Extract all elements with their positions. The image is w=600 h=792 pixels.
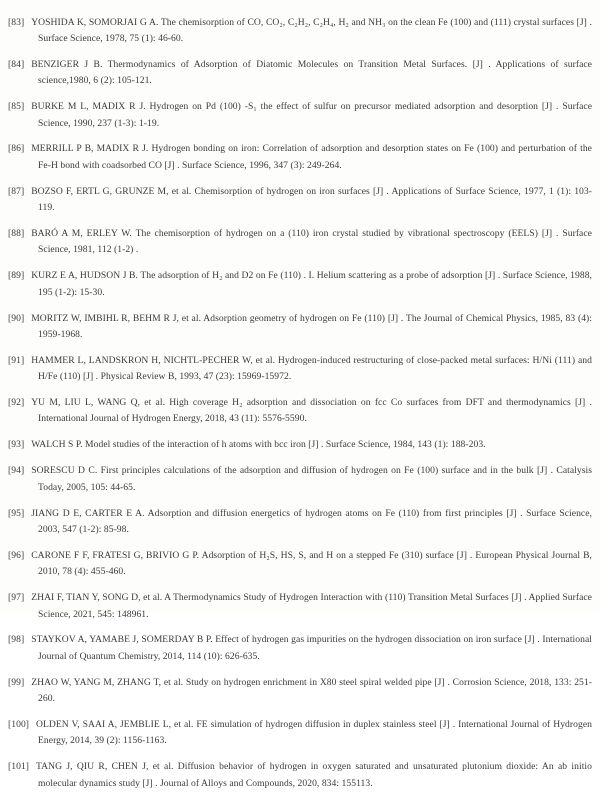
reference-number: [95] [8,507,25,519]
reference-item [8,632,592,665]
reference-number: [99] [8,676,25,688]
reference-text: STAYKOV A, YAMABE J, SOMERDAY B P. Effect of hydrogen gas impurities on the hydrogen dissociation on iron surface [J] . International Journal of Quantum Chemistry, 2014, 114 (10): 626-635. [31,634,592,662]
reference-item [8,717,592,750]
reference-item [8,463,592,496]
reference-number: [94] [8,465,25,477]
reference-number: [91] [8,354,25,366]
reference-text: JIANG D E, CARTER E A. Adsorption and diffusion energetics of hydrogen atoms on Fe (110) from first principles [J] . Surface Science, 2003, 547 (1-2): 85-98. [31,507,592,535]
reference-text: MERRILL P B, MADIX R J. Hydrogen bonding on iron: Correlation of adsorption and desorption states on Fe (100) and perturbation of the Fe-H bond with coadsorbed CO [J] . Surface Science, 1996, 347 (3): 249-264. [31,143,592,171]
reference-item [8,226,592,259]
reference-item [8,675,592,708]
reference-number: [88] [8,228,25,239]
reference-text: KURZ E A, HUDSON J B. The adsorption of H₂ and D2 on Fe (110) . I. Helium scattering as a probe of adsorption [J] . Surface Science, 1988, 195 (1-2): 15-30. [31,270,592,298]
reference-number: [100] [8,719,30,731]
reference-number: [92] [8,397,25,409]
reference-item [8,57,592,90]
reference-item [8,590,592,623]
reference-number: [101] [8,761,30,773]
reference-item [8,353,592,386]
references-page [8,15,592,789]
reference-item [8,99,592,132]
reference-item [8,268,592,301]
reference-item [8,395,592,428]
reference-number: [98] [8,634,25,646]
reference-item [8,437,592,453]
reference-item [8,311,592,344]
reference-number: [85] [8,101,25,113]
reference-number: [84] [8,58,25,70]
reference-item [8,141,592,174]
reference-item [8,15,592,48]
reference-text: CARONE F F, FRATESI G, BRIVIO G P. Adsorption of H₂S, HS, S, and H on a stepped Fe (310) surface [J] . European Physical Journal B, 2010, 78 (4): 455-460. [31,549,592,578]
reference-item [8,506,592,539]
reference-text: YU M, LIU L, WANG Q, et al. High coverage H₂ adsorption and dissociation on fcc Co surfaces from DFT and thermodynamics [J] . International Journal of Hydrogen Energy, 2018, 43 (11): 5576-5590. [31,397,592,425]
reference-text: ZHAO W, YANG M, ZHANG T, et al. Study on hydrogen enrichment in X80 steel spiral welded pipe [J] . Corrosion Science, 2018, 133: 251-260. [31,676,592,705]
reference-number: [83] [8,16,25,28]
reference-text: MORITZ W, IMBIHL R, BEHM R J, et al. Adsorption geometry of hydrogen on Fe (110) [J] . The Journal of Chemical Physics, 1985, 83 (4): 1959-1968. [31,312,592,340]
reference-text: SORESCU D C. First principles calculations of the adsorption and diffusion of hydrogen on Fe (100) surface and in the bulk [J] . Catalysis Today, 2005, 105: 44-65. [31,465,592,493]
reference-number: [93] [8,439,25,451]
reference-text: BENZIGER J B. Thermodynamics of Adsorption of Diatomic Molecules on Transition Metal Surfaces. [J] . Applications of surface science,1980, 6 (2): 105-121. [31,58,592,87]
reference-number: [97] [8,592,25,604]
reference-number: [90] [8,312,25,324]
reference-item [8,548,592,581]
reference-text: BOZSO F, ERTL G, GRUNZE M, et al. Chemisorption of hydrogen on iron surfaces [J] . Applications of Surface Science, 1977, 1 (1): 103-119. [31,185,592,214]
reference-number: [96] [8,549,25,561]
reference-item [8,759,592,792]
reference-text: WALCH S P. Model studies of the interaction of h atoms with bcc iron [J] . Surface Science, 1984, 143 (1): 188-203. [31,439,486,451]
reference-number: [87] [8,185,25,197]
references-list [8,15,592,792]
reference-number: [86] [8,143,25,155]
reference-text: ZHAI F, TIAN Y, SONG D, et al. A Thermodynamics Study of Hydrogen Interaction with (110) Transition Metal Surfaces [J] . Applied Surface Science, 2021, 545: 148961. [31,592,592,620]
reference-text: OLDEN V, SAAI A, JEMBLIE L, et al. FE simulation of hydrogen diffusion in duplex stainless steel [J] . International Journal of Hydrogen Energy, 2014, 39 (2): 1156-1163. [36,719,592,747]
reference-number: [89] [8,270,25,282]
reference-text: TANG J, QIU R, CHEN J, et al. Diffusion behavior of hydrogen in oxygen saturated and unsaturated plutonium dioxide: An ab initio molecular dynamics study [J] . Journal of Alloys and Compounds, 2020, 834: 155113. [36,761,592,789]
reference-item [8,184,592,217]
reference-text: HAMMER L, LANDSKRON H, NICHTL-PECHER W, et al. Hydrogen-induced restructuring of close-packed metal surfaces: H/Ni (111) and H/Fe (110) [J] . Physical Review B, 1993, 47 (23): 15969-15972. [31,354,592,383]
reference-text: BURKE M L, MADIX R J. Hydrogen on Pd (100) -S₁ the effect of sulfur on precursor mediated adsorption and desorption [J] . Surface Science, 1990, 237 (1-3): 1-19. [31,101,592,129]
reference-text: YOSHIDA K, SOMORJAI G A. The chemisorption of CO, CO₂, C₂H₂, C₂H₄, H₂ and NH₃ on the clean Fe (100) and (111) crystal surfaces [J] . Surface Science, 1978, 75 (1): 46-60. [31,16,592,44]
reference-text: BARÓ A M, ERLEY W. The chemisorption of hydrogen on a (110) iron crystal studied by vibrational spectroscopy (EELS) [J] . Surface Science, 1981, 112 (1-2) . [31,228,592,256]
